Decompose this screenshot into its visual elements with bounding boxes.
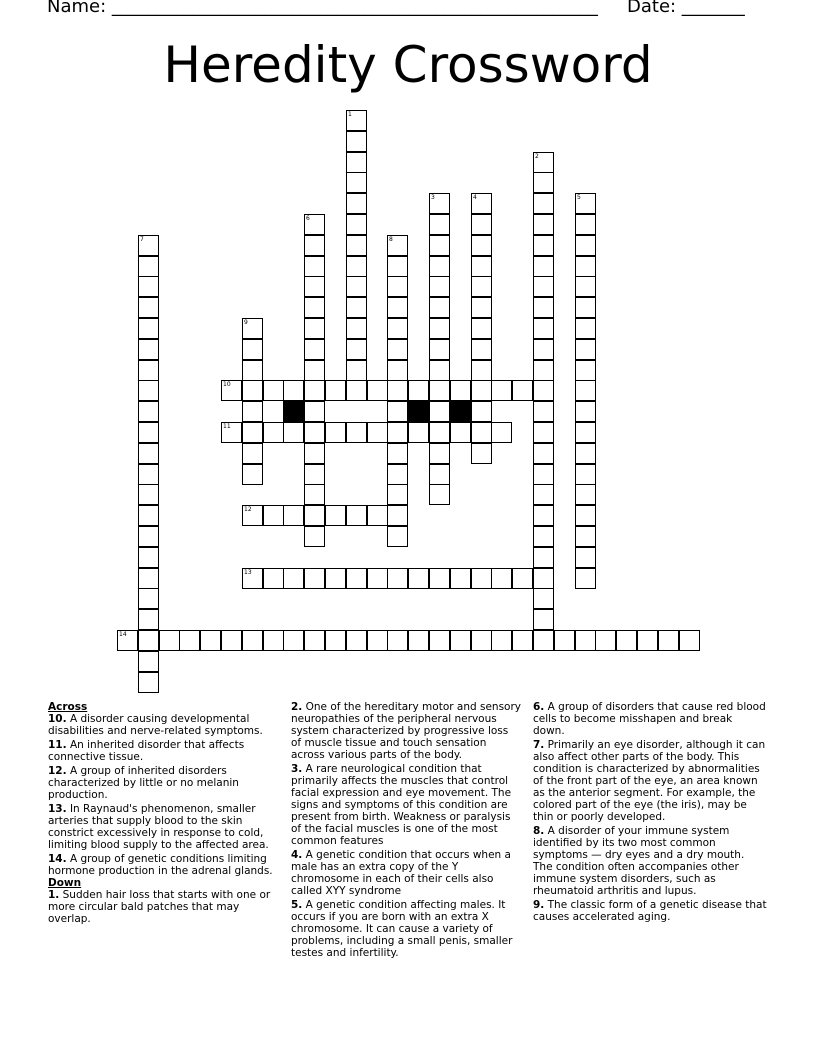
grid-cell[interactable] xyxy=(242,443,263,464)
grid-cell[interactable] xyxy=(533,380,554,401)
grid-cell[interactable] xyxy=(471,401,492,422)
grid-cell[interactable] xyxy=(533,505,554,526)
clue-number: 2 xyxy=(535,153,539,160)
grid-cell[interactable] xyxy=(304,464,325,485)
grid-cell[interactable] xyxy=(304,630,325,651)
grid-cell[interactable] xyxy=(429,193,450,214)
grid-cell[interactable] xyxy=(346,318,367,339)
down-clue-1: 1. Sudden hair loss that starts with one or more circular bald patches that may overlap. xyxy=(48,889,271,925)
clues-column-1 xyxy=(48,701,276,927)
grid-cell[interactable] xyxy=(533,422,554,443)
grid-cell[interactable] xyxy=(200,630,221,651)
grid-cell[interactable] xyxy=(242,360,263,381)
grid-cell[interactable] xyxy=(429,443,450,464)
grid-cell[interactable] xyxy=(138,568,159,589)
grid-cell[interactable] xyxy=(367,630,388,651)
grid-cell[interactable] xyxy=(346,276,367,297)
grid-cell[interactable] xyxy=(346,131,367,152)
grid-cell[interactable] xyxy=(304,422,325,443)
grid-cell[interactable] xyxy=(429,568,450,589)
grid-cell[interactable] xyxy=(679,630,700,651)
grid-cell[interactable] xyxy=(533,193,554,214)
grid-cell[interactable] xyxy=(512,380,533,401)
clue-number: 9 xyxy=(244,319,248,326)
clue-number: 14 xyxy=(119,631,127,638)
down-clue-2: 2. One of the hereditary motor and sensory neuropathies of the peripheral nervous system characterized by progressive loss of muscle tissue and touch sensation across various parts of the body. xyxy=(291,701,521,761)
grid-cell[interactable] xyxy=(575,568,596,589)
grid-cell[interactable] xyxy=(533,152,554,173)
clue-number: 4 xyxy=(473,194,477,201)
grid-cell[interactable] xyxy=(304,214,325,235)
grid-cell[interactable] xyxy=(304,443,325,464)
grid-cell[interactable] xyxy=(387,360,408,381)
grid-cell[interactable] xyxy=(533,297,554,318)
grid-cell[interactable] xyxy=(387,464,408,485)
grid-cell[interactable] xyxy=(471,380,492,401)
grid-cell[interactable] xyxy=(325,630,346,651)
grid-cell[interactable] xyxy=(533,547,554,568)
grid-cell[interactable] xyxy=(325,380,346,401)
grid-cell[interactable] xyxy=(138,547,159,568)
grid-cell[interactable] xyxy=(408,422,429,443)
grid-cell[interactable] xyxy=(346,297,367,318)
grid-cell[interactable] xyxy=(616,630,637,651)
grid-cell[interactable] xyxy=(533,568,554,589)
grid-cell[interactable] xyxy=(346,235,367,256)
grid-cell[interactable] xyxy=(263,380,284,401)
name-field-label: Name: ______________________________________________________ xyxy=(47,0,598,17)
grid-cell[interactable] xyxy=(283,422,304,443)
clue-number: 13 xyxy=(244,569,252,576)
grid-cell[interactable] xyxy=(429,360,450,381)
grid-cell[interactable] xyxy=(575,547,596,568)
grid-cell[interactable] xyxy=(138,588,159,609)
grid-cell[interactable] xyxy=(138,651,159,672)
grid-cell[interactable] xyxy=(533,609,554,630)
grid-cell[interactable] xyxy=(117,630,138,651)
grid-cell[interactable] xyxy=(138,630,159,651)
grid-cell[interactable] xyxy=(533,256,554,277)
clue-number: 1 xyxy=(348,111,352,118)
grid-cell[interactable] xyxy=(346,505,367,526)
clue-number: 5 xyxy=(577,194,581,201)
grid-cell[interactable] xyxy=(429,484,450,505)
grid-cell[interactable] xyxy=(346,380,367,401)
grid-cell[interactable] xyxy=(575,235,596,256)
grid-cell[interactable] xyxy=(429,297,450,318)
grid-cell[interactable] xyxy=(429,401,450,422)
grid-cell[interactable] xyxy=(346,568,367,589)
grid-cell[interactable] xyxy=(533,276,554,297)
grid-cell[interactable] xyxy=(367,505,388,526)
grid-cell[interactable] xyxy=(346,152,367,173)
grid-cell[interactable] xyxy=(346,193,367,214)
grid-cell[interactable] xyxy=(304,235,325,256)
grid-cell[interactable] xyxy=(533,443,554,464)
grid-cell[interactable] xyxy=(450,568,471,589)
clues-column-3 xyxy=(533,701,767,925)
grid-cell[interactable] xyxy=(242,401,263,422)
grid-cell[interactable] xyxy=(304,297,325,318)
clue-number: 10 xyxy=(223,381,231,388)
grid-cell[interactable] xyxy=(533,172,554,193)
grid-cell[interactable] xyxy=(658,630,679,651)
grid-cell[interactable] xyxy=(533,484,554,505)
grid-cell[interactable] xyxy=(387,297,408,318)
grid-cell[interactable] xyxy=(138,297,159,318)
clue-number: 11 xyxy=(223,423,231,430)
grid-cell[interactable] xyxy=(491,422,512,443)
grid-cell[interactable] xyxy=(512,568,533,589)
grid-cell[interactable] xyxy=(471,339,492,360)
grid-cell[interactable] xyxy=(450,422,471,443)
grid-cell[interactable] xyxy=(138,422,159,443)
grid-cell[interactable] xyxy=(387,484,408,505)
grid-cell[interactable] xyxy=(138,360,159,381)
grid-cell[interactable] xyxy=(533,318,554,339)
grid-cell[interactable] xyxy=(533,214,554,235)
grid-cell[interactable] xyxy=(138,464,159,485)
down-clue-8: 8. A disorder of your immune system identified by its two most common symptoms — dry eyes and a dry mouth. The condition often accompanies other immune system disorders, such as rheumatoid arthritis and lupus. xyxy=(533,825,745,897)
grid-cell[interactable] xyxy=(387,276,408,297)
grid-cell[interactable] xyxy=(471,297,492,318)
grid-cell[interactable] xyxy=(575,630,596,651)
grid-cell[interactable] xyxy=(471,214,492,235)
page-title: Heredity Crossword xyxy=(163,36,653,94)
grid-cell[interactable] xyxy=(263,568,284,589)
grid-cell[interactable] xyxy=(138,505,159,526)
grid-cell[interactable] xyxy=(263,505,284,526)
grid-cell[interactable] xyxy=(408,380,429,401)
grid-cell[interactable] xyxy=(471,276,492,297)
grid-cell[interactable] xyxy=(429,339,450,360)
grid-cell[interactable] xyxy=(429,318,450,339)
grid-cell[interactable] xyxy=(575,464,596,485)
grid-cell[interactable] xyxy=(471,443,492,464)
grid-cell[interactable] xyxy=(367,422,388,443)
grid-cell[interactable] xyxy=(429,630,450,651)
down-clue-6: 6. A group of disorders that cause red blood cells to become misshapen and break down. xyxy=(533,701,766,737)
grid-cell[interactable] xyxy=(387,256,408,277)
across-clue-10: 10. A disorder causing developmental disabilities and nerve-related symptoms. xyxy=(48,713,263,737)
grid-cell[interactable] xyxy=(471,193,492,214)
grid-cell[interactable] xyxy=(387,630,408,651)
grid-cell[interactable] xyxy=(533,339,554,360)
down-clue-3: 3. A rare neurological condition that primarily affects the muscles that control facial expression and eye movement. The signs and symptoms of this condition are present from birth. Weakness or paralysis of the facial muscles is one of the most common features xyxy=(291,763,512,847)
grid-cell[interactable] xyxy=(387,422,408,443)
grid-cell[interactable] xyxy=(138,401,159,422)
grid-cell[interactable] xyxy=(304,380,325,401)
grid-cell[interactable] xyxy=(429,256,450,277)
grid-cell[interactable] xyxy=(533,235,554,256)
grid-cell[interactable] xyxy=(138,443,159,464)
clue-number: 12 xyxy=(244,506,252,513)
clue-number: 3 xyxy=(431,194,435,201)
grid-cell[interactable] xyxy=(138,318,159,339)
grid-cell[interactable] xyxy=(387,505,408,526)
grid-cell[interactable] xyxy=(450,380,471,401)
grid-cell[interactable] xyxy=(304,339,325,360)
grid-cell[interactable] xyxy=(533,464,554,485)
grid-cell[interactable] xyxy=(575,214,596,235)
clue-number: 7 xyxy=(140,236,144,243)
grid-cell[interactable] xyxy=(242,630,263,651)
grid-cell[interactable] xyxy=(575,256,596,277)
across-clue-14: 14. A group of genetic conditions limiting hormone production in the adrenal glands. xyxy=(48,853,273,877)
grid-cell[interactable] xyxy=(304,256,325,277)
grid-cell[interactable] xyxy=(304,360,325,381)
grid-cell[interactable] xyxy=(387,318,408,339)
grid-cell[interactable] xyxy=(533,630,554,651)
grid-cell[interactable] xyxy=(283,380,304,401)
grid-cell[interactable] xyxy=(242,339,263,360)
down-heading: Down xyxy=(48,877,82,889)
grid-cell[interactable] xyxy=(491,380,512,401)
grid-cell[interactable] xyxy=(575,318,596,339)
grid-cell[interactable] xyxy=(387,339,408,360)
grid-cell[interactable] xyxy=(138,609,159,630)
grid-cell[interactable] xyxy=(242,380,263,401)
across-clue-12: 12. A group of inherited disorders characterized by little or no melanin production. xyxy=(48,765,239,801)
grid-cell[interactable] xyxy=(263,630,284,651)
grid-cell[interactable] xyxy=(242,464,263,485)
across-clue-13: 13. In Raynaud's phenomenon, smaller arteries that supply blood to the skin constrict excessively in response to cold, limiting blood supply to the affected area. xyxy=(48,803,269,851)
grid-cell[interactable] xyxy=(575,360,596,381)
grid-cell[interactable] xyxy=(242,568,263,589)
grid-cell[interactable] xyxy=(471,630,492,651)
grid-cell[interactable] xyxy=(304,276,325,297)
grid-cell[interactable] xyxy=(325,505,346,526)
grid-cell[interactable] xyxy=(304,568,325,589)
grid-cell[interactable] xyxy=(138,276,159,297)
grid-cell[interactable] xyxy=(575,443,596,464)
grid-cell[interactable] xyxy=(575,505,596,526)
grid-cell[interactable] xyxy=(471,235,492,256)
grid-cell[interactable] xyxy=(575,276,596,297)
grid-cell[interactable] xyxy=(471,318,492,339)
grid-cell[interactable] xyxy=(346,110,367,131)
grid-cell[interactable] xyxy=(533,401,554,422)
grid-cell[interactable] xyxy=(512,630,533,651)
grid-cell[interactable] xyxy=(387,401,408,422)
grid-cell[interactable] xyxy=(346,172,367,193)
grid-cell[interactable] xyxy=(387,568,408,589)
grid-cell[interactable] xyxy=(491,568,512,589)
grid-cell[interactable] xyxy=(221,422,242,443)
grid-cell[interactable] xyxy=(429,422,450,443)
grid-block xyxy=(408,401,429,422)
grid-cell[interactable] xyxy=(346,214,367,235)
clue-number: 6 xyxy=(306,215,310,222)
grid-cell[interactable] xyxy=(221,630,242,651)
grid-cell[interactable] xyxy=(429,380,450,401)
grid-cell[interactable] xyxy=(283,568,304,589)
grid-cell[interactable] xyxy=(346,256,367,277)
grid-cell[interactable] xyxy=(367,568,388,589)
grid-cell[interactable] xyxy=(429,214,450,235)
grid-cell[interactable] xyxy=(408,630,429,651)
grid-cell[interactable] xyxy=(346,360,367,381)
grid-cell[interactable] xyxy=(575,422,596,443)
grid-cell[interactable] xyxy=(304,484,325,505)
grid-cell[interactable] xyxy=(242,422,263,443)
grid-cell[interactable] xyxy=(575,526,596,547)
grid-cell[interactable] xyxy=(429,276,450,297)
grid-cell[interactable] xyxy=(408,568,429,589)
grid-cell[interactable] xyxy=(283,505,304,526)
grid-cell[interactable] xyxy=(242,505,263,526)
grid-cell[interactable] xyxy=(138,256,159,277)
across-heading: Across xyxy=(48,701,88,713)
grid-cell[interactable] xyxy=(575,339,596,360)
grid-cell[interactable] xyxy=(554,630,575,651)
grid-cell[interactable] xyxy=(346,339,367,360)
grid-cell[interactable] xyxy=(138,235,159,256)
grid-cell[interactable] xyxy=(575,380,596,401)
date-field-label: Date: _______ xyxy=(627,0,745,17)
grid-cell[interactable] xyxy=(138,526,159,547)
grid-cell[interactable] xyxy=(304,505,325,526)
grid-cell[interactable] xyxy=(595,630,616,651)
grid-cell[interactable] xyxy=(471,568,492,589)
grid-cell[interactable] xyxy=(387,235,408,256)
grid-cell[interactable] xyxy=(471,256,492,277)
grid-cell[interactable] xyxy=(387,526,408,547)
grid-cell[interactable] xyxy=(325,422,346,443)
grid-cell[interactable] xyxy=(575,297,596,318)
grid-cell[interactable] xyxy=(138,339,159,360)
grid-block xyxy=(450,401,471,422)
grid-cell[interactable] xyxy=(429,464,450,485)
grid-cell[interactable] xyxy=(367,380,388,401)
grid-cell[interactable] xyxy=(283,630,304,651)
grid-cell[interactable] xyxy=(242,318,263,339)
grid-cell[interactable] xyxy=(637,630,658,651)
grid-cell[interactable] xyxy=(138,380,159,401)
grid-cell[interactable] xyxy=(304,318,325,339)
grid-cell[interactable] xyxy=(575,401,596,422)
grid-cell[interactable] xyxy=(491,630,512,651)
grid-cell[interactable] xyxy=(138,484,159,505)
down-clue-4: 4. A genetic condition that occurs when a male has an extra copy of the Y chromosome in each of their cells also called XYY syndrome xyxy=(291,849,511,897)
grid-cell[interactable] xyxy=(304,401,325,422)
grid-block xyxy=(283,401,304,422)
grid-cell[interactable] xyxy=(450,630,471,651)
across-clue-11: 11. An inherited disorder that affects connective tissue. xyxy=(48,739,245,763)
grid-cell[interactable] xyxy=(471,360,492,381)
grid-cell[interactable] xyxy=(138,672,159,693)
grid-cell[interactable] xyxy=(159,630,180,651)
grid-cell[interactable] xyxy=(533,588,554,609)
grid-cell[interactable] xyxy=(263,422,284,443)
grid-cell[interactable] xyxy=(533,526,554,547)
grid-cell[interactable] xyxy=(221,380,242,401)
down-clue-5: 5. A genetic condition affecting males. It occurs if you are born with an extra X chromosome. It can cause a variety of problems, including a small penis, smaller testes and infertility. xyxy=(291,899,513,959)
grid-cell[interactable] xyxy=(387,380,408,401)
clues-column-2 xyxy=(291,701,521,961)
grid-cell[interactable] xyxy=(346,422,367,443)
down-clue-9: 9. The classic form of a genetic disease that causes accelerated aging. xyxy=(533,899,767,923)
grid-cell[interactable] xyxy=(179,630,200,651)
grid-cell[interactable] xyxy=(533,360,554,381)
grid-cell[interactable] xyxy=(346,630,367,651)
grid-cell[interactable] xyxy=(387,443,408,464)
grid-cell[interactable] xyxy=(304,526,325,547)
grid-cell[interactable] xyxy=(429,235,450,256)
grid-cell[interactable] xyxy=(325,568,346,589)
grid-cell[interactable] xyxy=(575,193,596,214)
grid-cell[interactable] xyxy=(575,484,596,505)
grid-cell[interactable] xyxy=(471,422,492,443)
down-clue-7: 7. Primarily an eye disorder, although it can also affect other parts of the body. This condition is characterized by abnormalities of the front part of the eye, an area known as the anterior segment. For example, the colored part of the eye (the iris), may be thin or poorly developed. xyxy=(533,739,766,823)
clue-number: 8 xyxy=(389,236,393,243)
